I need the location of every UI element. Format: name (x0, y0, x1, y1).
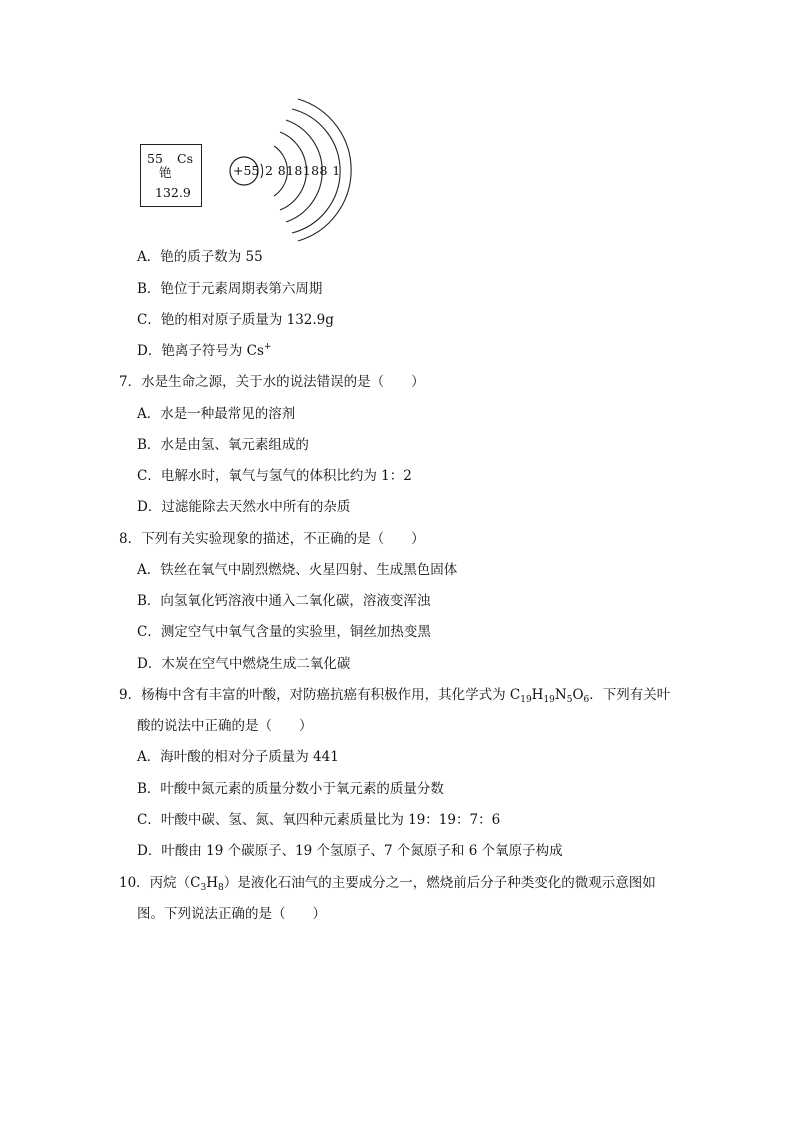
q7-option-b: B．水是由氢、氧元素组成的 (137, 437, 309, 453)
element-name: 铯 (159, 165, 172, 180)
q8-option-a: A．铁丝在氧气中剧烈燃烧、火星四射、生成黑色固体 (137, 562, 458, 578)
formula-element: H (206, 875, 219, 891)
q6-option-d (137, 342, 271, 360)
q6-option-a: A．铯的质子数为 55 (137, 249, 263, 265)
formula-sub: 6 (583, 695, 590, 705)
element-card (140, 144, 202, 207)
atom-structure-diagram (225, 96, 355, 244)
formula-sub: 19 (543, 695, 555, 705)
q9-option-b: B．叶酸中氮元素的质量分数小于氧元素的质量分数 (137, 781, 444, 797)
q6-option-c: C．铯的相对原子质量为 132.9g (137, 312, 334, 328)
atomic-mass: 132.9 (155, 185, 191, 200)
q10-stem-text-end: ）是液化石油气的主要成分之一，燃烧前后分子种类变化的微观示意图如 (223, 875, 656, 891)
q9-option-c: C．叶酸中碳、氢、氮、氧四种元素质量比为 19：19：7：6 (137, 812, 501, 828)
element-symbol: Cs (177, 151, 193, 166)
formula-sub: 5 (566, 695, 573, 705)
q6-option-b: B．铯位于元素周期表第六周期 (137, 281, 323, 297)
atomic-number: 55 (147, 151, 163, 166)
formula-element: O (572, 687, 584, 703)
q8-option-d: D．木炭在空气中燃烧生成二氧化碳 (137, 656, 351, 672)
formula-element: H (531, 687, 544, 703)
q7-option-a: A．水是一种最常见的溶剂 (137, 406, 296, 422)
formula-sub: 8 (218, 883, 224, 893)
electron-counts: 2 818188 1 (265, 163, 341, 178)
q7-stem: 7．水是生命之源，关于水的说法错误的是（ ） (119, 374, 425, 390)
formula-element: N (554, 687, 567, 703)
q10-stem-line2: 图。下列说法正确的是（ ） (137, 906, 326, 922)
q10-stem-line1 (119, 874, 656, 892)
q9-stem-line2: 酸的说法中正确的是（ ） (137, 718, 313, 734)
q8-stem: 8．下列有关实验现象的描述，不正确的是（ ） (119, 531, 425, 547)
q9-option-d: D．叶酸由 19 个碳原子、19 个氢原子、7 个氮原子和 6 个氧原子构成 (137, 843, 563, 859)
shell-arc-1 (261, 164, 263, 178)
q10-stem-text: 10．丙烷（C (119, 875, 201, 891)
nucleus-charge: +55 (233, 163, 260, 178)
q6-option-d-text: D．铯离子符号为 Cs (137, 343, 264, 359)
ion-charge: + (263, 342, 272, 352)
q9-stem-line1 (119, 686, 670, 704)
formula-sub: 3 (200, 883, 207, 893)
q9-stem-text-end: ．下列有关叶 (589, 687, 671, 703)
q9-stem-text: 9．杨梅中含有丰富的叶酸，对防癌抗癌有积极作用，其化学式为 C (119, 687, 521, 703)
q8-option-c: C．测定空气中氧气含量的实验里，铜丝加热变黑 (137, 624, 431, 640)
q9-option-a: A．海叶酸的相对分子质量为 441 (137, 749, 339, 765)
q7-option-d: D．过滤能除去天然水中所有的杂质 (137, 499, 351, 515)
formula-sub: 19 (520, 695, 532, 705)
q8-option-b: B．向氢氧化钙溶液中通入二氧化碳，溶液变浑浊 (137, 593, 431, 609)
q7-option-c: C．电解水时，氧气与氢气的体积比约为 1：2 (137, 468, 412, 484)
